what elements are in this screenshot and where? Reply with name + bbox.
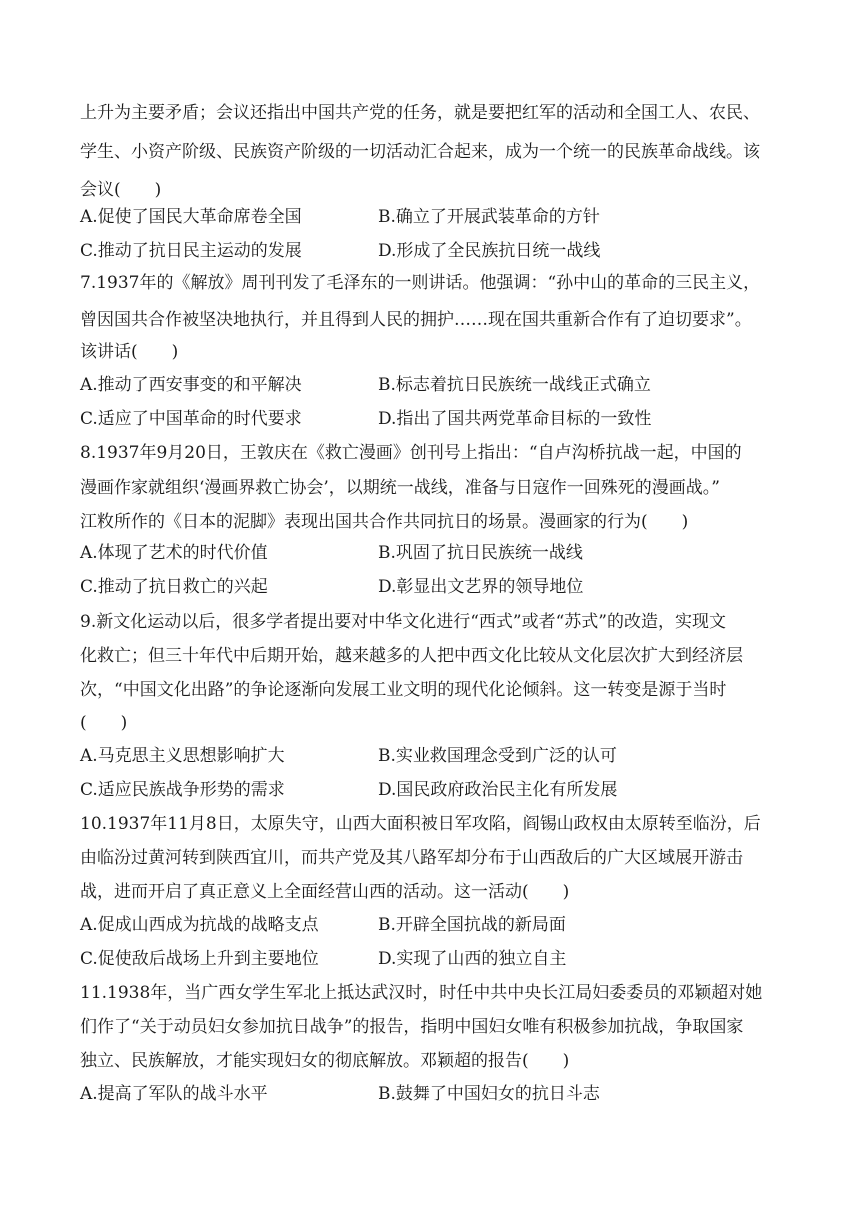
question-10-text-line: 10.1937年11月8日，太原失守，山西大面积被日军攻陷，阎锡山政权由太原转至临汾，后 (80, 814, 761, 834)
question-9-option-a: A.马克思主义思想影响扩大 (80, 746, 285, 766)
question-7-text-line: 曾因国共合作被坚决地执行，并且得到人民的拥护……现在国共重新合作有了迫切要求”。 (80, 310, 752, 330)
question-11-text-line: 独立、民族解放，才能实现妇女的彻底解放。邓颖超的报告( ) (80, 1051, 570, 1071)
question-10-option-c: C.促使敌后战场上升到主要地位 (80, 949, 319, 969)
question-9-option-b: B.实业救国理念受到广泛的认可 (378, 746, 617, 766)
question-9-option-d: D.国民政府政治民主化有所发展 (378, 780, 618, 800)
question-10-option-d: D.实现了山西的独立自主 (378, 949, 567, 969)
question-6-text-line: 学生、小资产阶级、民族资产阶级的一切活动汇合起来，成为一个统一的民族革命战线。该 (80, 142, 760, 162)
question-9-text-line: ( ) (80, 713, 128, 733)
question-7-text-line: 7.1937年的《解放》周刊刊发了毛泽东的一则讲话。他强调：“孙中山的革命的三民主义， (80, 273, 761, 293)
question-8-option-a: A.体现了艺术的时代价值 (80, 543, 268, 563)
question-6-option-b: B.确立了开展武装革命的方针 (378, 207, 600, 227)
question-7-text-line: 该讲话( ) (80, 342, 179, 362)
question-6-text-line: 会议( ) (80, 180, 162, 200)
question-6-option-c: C.推动了抗日民主运动的发展 (80, 241, 302, 261)
question-7-option-b: B.标志着抗日民族统一战线正式确立 (378, 375, 651, 395)
question-10-text-line: 由临汾过黄河转到陕西宜川，而共产党及其八路军却分布于山西敌后的广大区域展开游击 (80, 848, 743, 868)
question-8-text-line: 漫画作家就组织‘漫画界救亡协会’，以期统一战线，准备与日寇作一回殊死的漫画战。” (80, 478, 720, 498)
question-7-option-a: A.推动了西安事变的和平解决 (80, 375, 302, 395)
question-11-text-line: 11.1938年，当广西女学生军北上抵达武汉时，时任中共中央长江局妇委委员的邓颖超对她 (80, 983, 763, 1003)
question-11-text-line: 们作了“关于动员妇女参加抗日战争”的报告，指明中国妇女唯有积极参加抗战，争取国家 (80, 1017, 744, 1037)
question-10-option-a: A.促成山西成为抗战的战略支点 (80, 915, 319, 935)
question-9-option-c: C.适应民族战争形势的需求 (80, 780, 285, 800)
question-11-option-b: B.鼓舞了中国妇女的抗日斗志 (378, 1084, 600, 1104)
question-9-text-line: 次，“中国文化出路”的争论逐渐向发展工业文明的现代化论倾斜。这一转变是源于当时 (80, 680, 727, 700)
question-6-option-d: D.形成了全民族抗日统一战线 (378, 241, 601, 261)
question-7-option-c: C.适应了中国革命的时代要求 (80, 409, 302, 429)
question-11-option-a: A.提高了军队的战斗水平 (80, 1084, 268, 1104)
question-6-option-a: A.促使了国民大革命席卷全国 (80, 207, 302, 227)
question-7-option-d: D.指出了国共两党革命目标的一致性 (378, 409, 652, 429)
question-9-text-line: 化救亡；但三十年代中后期开始，越来越多的人把中西文化比较从文化层次扩大到经济层 (80, 646, 743, 666)
question-8-option-d: D.彰显出文艺界的领导地位 (378, 577, 584, 597)
question-8-text-line: 江敉所作的《日本的泥脚》表现出国共合作共同抗日的场景。漫画家的行为( ) (80, 512, 689, 532)
question-10-option-b: B.开辟全国抗战的新局面 (378, 915, 566, 935)
question-8-text-line: 8.1937年9月20日，王敦庆在《救亡漫画》创刊号上指出：“自卢沟桥抗战一起，中国的 (80, 443, 742, 463)
question-8-option-c: C.推动了抗日救亡的兴起 (80, 577, 268, 597)
question-9-text-line: 9.新文化运动以后，很多学者提出要对中华文化进行“西式”或者“苏式”的改造，实现文 (80, 612, 726, 632)
question-6-text-line: 上升为主要矛盾；会议还指出中国共产党的任务，就是要把红军的活动和全国工人、农民、 (80, 103, 760, 123)
question-10-text-line: 战，进而开启了真正意义上全面经营山西的活动。这一活动( ) (80, 882, 570, 902)
question-8-option-b: B.巩固了抗日民族统一战线 (378, 543, 583, 563)
